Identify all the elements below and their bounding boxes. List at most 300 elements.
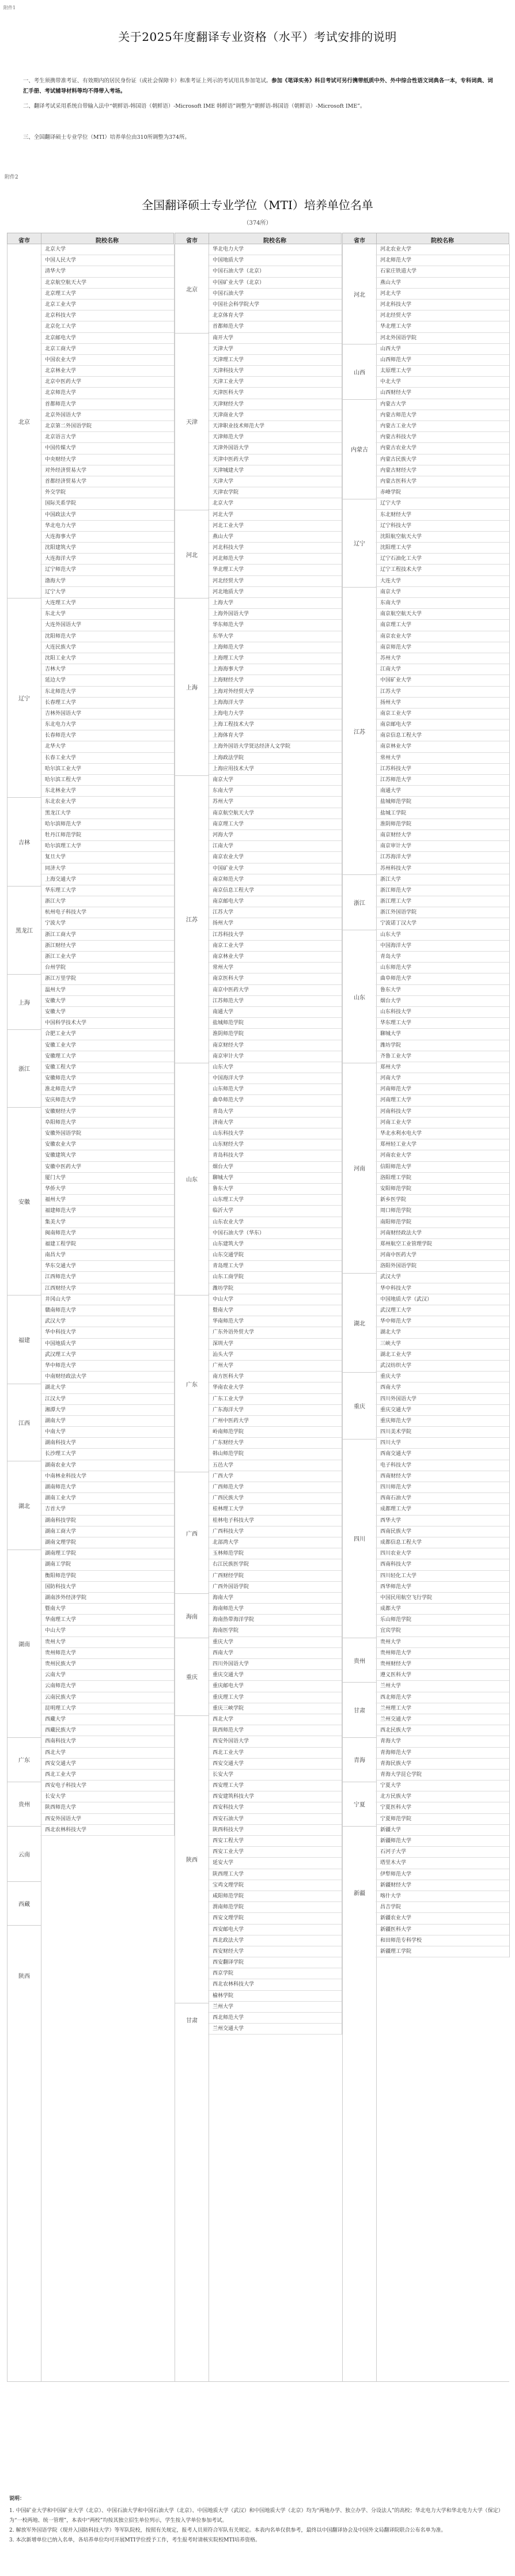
school-row: 河南工业大学 — [376, 1117, 509, 1128]
school-row: 安徽农业大学 — [40, 1139, 174, 1150]
province-header: 省市 — [18, 238, 30, 244]
school-row: 北京邮电大学 — [40, 333, 174, 344]
school-row: 新疆大学 — [376, 1825, 509, 1836]
school-row: 华南理工大学 — [40, 1615, 174, 1626]
school-row: 温州大学 — [40, 985, 174, 996]
province-label: 贵州 — [354, 1658, 365, 1665]
school-row: 广西外国语学院 — [208, 1582, 342, 1593]
school-row: 华南师范大学 — [208, 1316, 342, 1327]
school-row: 阜阳师范大学 — [40, 1117, 174, 1128]
column-header — [7, 233, 174, 244]
school-row: 沈阳航空航天大学 — [376, 532, 509, 543]
school-row: 陕西师范大学 — [208, 1725, 342, 1736]
school-row: 江苏大学 — [208, 907, 342, 918]
school-row: 成都大学 — [376, 1604, 509, 1615]
school-row: 四川轻化工大学 — [376, 1571, 509, 1582]
school-row: 湖南工学院 — [40, 1559, 174, 1570]
school-row: 北京航空航天大学 — [40, 278, 174, 289]
school-row: 渤海大学 — [40, 576, 174, 587]
school-row: 牡丹江师范学院 — [40, 830, 174, 841]
note-3: 3. 本次新增单位已纳入名单，各培养单位均可开展MTI学位授予工作，考生报考时请核实院校MTI培养资格。 — [9, 2537, 260, 2543]
school-row: 中国地质大学 — [208, 255, 342, 266]
school-row: 华北电力大学 — [208, 244, 342, 255]
school-row: 东北林业大学 — [40, 786, 174, 797]
province-label: 黑龙江 — [16, 928, 33, 935]
school-row: 安徽大学 — [40, 996, 174, 1007]
school-row: 重庆交通大学 — [376, 1405, 509, 1416]
school-row: 南京邮电大学 — [376, 719, 509, 730]
school-row: 陕西师范大学 — [40, 1802, 174, 1813]
school-header: 院校名称 — [96, 238, 119, 244]
school-row: 韩山师范学院 — [208, 1449, 342, 1460]
school-row: 衡阳师范学院 — [40, 1571, 174, 1582]
province-label: 湖南 — [18, 1641, 30, 1648]
school-row: 喀什大学 — [376, 1891, 509, 1902]
school-row: 西北农林科技大学 — [40, 1825, 174, 1836]
school-row: 南京工业大学 — [376, 709, 509, 719]
school-row: 鲁东大学 — [376, 985, 509, 996]
school-row: 长春师范大学 — [40, 730, 174, 741]
school-row: 华东交通大学 — [40, 1261, 174, 1272]
school-row: 西北大学 — [40, 1748, 174, 1759]
school-row: 北京大学 — [208, 498, 342, 509]
school-row: 北京师范大学 — [40, 388, 174, 399]
school-row: 东北财经大学 — [376, 510, 509, 521]
school-row: 南京中医药大学 — [208, 985, 342, 996]
school-row: 广西师范大学 — [208, 1482, 342, 1493]
school-row: 燕山大学 — [208, 532, 342, 543]
school-row: 鲁东大学 — [208, 1184, 342, 1195]
school-row: 沈阳建筑大学 — [40, 543, 174, 554]
school-row: 四川外国语大学 — [208, 1659, 342, 1670]
school-row: 北京工商大学 — [40, 344, 174, 355]
school-list — [208, 244, 342, 2035]
school-row: 河北地质大学 — [208, 587, 342, 598]
school-row: 上海外国语大学贤达经济人文学院 — [208, 741, 342, 752]
intro-paragraph-2: 二、翻译考试采用系统自带输入法中“朝鲜语-韩国语（朝鲜语）-Microsoft IME 韩鲜语”调整为“朝鲜语-韩国语（朝鲜语）-Microsoft IME”。 — [23, 103, 366, 109]
school-row: 西北师范大学 — [376, 1692, 509, 1703]
school-row: 河海大学 — [208, 830, 342, 841]
school-row: 东北大学 — [40, 609, 174, 620]
province-label: 河北 — [186, 552, 198, 559]
school-row: 东南大学 — [208, 786, 342, 797]
school-row: 复旦大学 — [40, 852, 174, 863]
school-row: 浙江理工大学 — [376, 896, 509, 907]
school-row: 南开大学 — [208, 333, 342, 344]
notes-section — [9, 2494, 505, 2545]
school-row: 北华大学 — [40, 741, 174, 752]
school-row: 东北师范大学 — [40, 687, 174, 698]
school-row: 江南大学 — [376, 664, 509, 675]
school-row: 广东海洋大学 — [208, 1405, 342, 1416]
school-row: 西南石油大学 — [376, 1493, 509, 1504]
school-row: 南京信息工程大学 — [376, 730, 509, 741]
province-label: 广西 — [186, 1531, 198, 1537]
school-row: 云南师范大学 — [40, 1681, 174, 1692]
school-row: 四川大学 — [376, 1438, 509, 1449]
school-row: 湖南师范大学 — [40, 1482, 174, 1493]
school-row: 华中科技大学 — [40, 1327, 174, 1338]
school-row: 辽宁师范大学 — [40, 565, 174, 575]
school-row: 宁夏大学 — [376, 1781, 509, 1791]
province-label: 浙江 — [18, 1066, 30, 1073]
school-row: 新疆理工学院 — [376, 1946, 509, 1957]
school-row: 沈阳工业大学 — [40, 653, 174, 664]
school-row: 山东农业大学 — [208, 1217, 342, 1228]
school-row: 三峡大学 — [376, 1339, 509, 1350]
school-row: 重庆邮电大学 — [208, 1681, 342, 1692]
school-row: 武汉纺织大学 — [376, 1361, 509, 1372]
province-label: 内蒙古 — [351, 447, 368, 454]
school-row: 遵义医科大学 — [376, 1670, 509, 1681]
school-row: 天津医科大学 — [208, 388, 342, 399]
school-row: 江西财经大学 — [40, 1283, 174, 1294]
school-row: 西安工程大学 — [208, 1836, 342, 1847]
intro-p1-bold: 参加《笔译实务》科目考试可另行携带纸质中外、外中综合性语文词典各一本，专科词典、词汇手册、考试辅导材料等均不得带入考场。 — [23, 78, 493, 94]
province-column — [342, 244, 377, 2381]
school-row: 福州大学 — [40, 1195, 174, 1206]
school-row: 福建工程学院 — [40, 1239, 174, 1250]
province-header: 省市 — [186, 238, 198, 244]
table-column-1 — [7, 233, 174, 2381]
school-row: 河北农业大学 — [376, 244, 509, 255]
school-row: 北京体育大学 — [208, 310, 342, 321]
school-row: 清华大学 — [40, 266, 174, 277]
school-row: 天津商业大学 — [208, 410, 342, 421]
school-row: 中国矿业大学 — [376, 675, 509, 686]
school-row: 延边大学 — [40, 675, 174, 686]
school-row: 河北经贸大学 — [208, 576, 342, 587]
school-row: 苏州大学 — [208, 797, 342, 808]
school-row: 烟台大学 — [208, 1162, 342, 1173]
school-row: 青海民族大学 — [376, 1759, 509, 1770]
school-row: 贵州师范大学 — [40, 1648, 174, 1659]
school-row: 浙江大学 — [376, 874, 509, 885]
school-row: 内蒙古民族大学 — [376, 454, 509, 465]
school-row: 山西财经大学 — [376, 388, 509, 399]
school-row: 海南师范大学 — [208, 1604, 342, 1615]
school-row: 天津外国语大学 — [208, 443, 342, 454]
school-row: 浙江万里学院 — [40, 973, 174, 984]
school-row: 中国矿业大学 — [208, 863, 342, 874]
school-row: 山东建筑大学 — [208, 1239, 342, 1250]
school-row: 南通大学 — [208, 1007, 342, 1018]
school-row: 安徽中医药大学 — [40, 1162, 174, 1173]
school-row: 盐城师范学院 — [376, 797, 509, 808]
school-row: 安徽建筑大学 — [40, 1150, 174, 1161]
school-row: 华北理工大学 — [376, 321, 509, 332]
province-label: 陕西 — [18, 1973, 30, 1980]
school-row: 重庆师范大学 — [376, 1416, 509, 1427]
school-row: 天津大学 — [208, 344, 342, 355]
province-column — [7, 244, 41, 2381]
school-row: 天津财经大学 — [208, 399, 342, 410]
school-row: 宁波诺丁汉大学 — [376, 918, 509, 929]
school-row: 中国石油大学（华东） — [208, 1228, 342, 1239]
school-row: 山东大学 — [376, 930, 509, 941]
school-row: 南通大学 — [376, 786, 509, 797]
school-list — [376, 244, 510, 1957]
school-row: 南京审计大学 — [376, 841, 509, 852]
school-row: 东北农业大学 — [40, 797, 174, 808]
school-row: 长沙理工大学 — [40, 1449, 174, 1460]
province-label: 吉林 — [18, 839, 30, 846]
school-row: 中国地质大学 — [40, 1339, 174, 1350]
mti-institution-table — [7, 233, 509, 2381]
school-row: 华北理工大学 — [208, 565, 342, 575]
school-header: 院校名称 — [263, 238, 286, 244]
province-label: 天津 — [186, 419, 198, 426]
school-row: 沈阳师范大学 — [40, 631, 174, 642]
school-row: 海南热带海洋学院 — [208, 1615, 342, 1626]
school-row: 中央财经大学 — [40, 454, 174, 465]
school-row: 聊城大学 — [208, 1173, 342, 1184]
school-row: 安徽理工大学 — [40, 1051, 174, 1062]
school-row: 华北电力大学 — [40, 521, 174, 532]
school-row: 北京化工大学 — [40, 321, 174, 332]
school-row: 武汉理工大学 — [40, 1350, 174, 1361]
school-row: 上海海事大学 — [208, 664, 342, 675]
school-row: 中国传媒大学 — [40, 443, 174, 454]
school-row: 曲阜师范大学 — [376, 973, 509, 984]
school-row: 苏州科技大学 — [376, 863, 509, 874]
school-row: 首都师范大学 — [40, 399, 174, 410]
school-row: 汕头大学 — [208, 1350, 342, 1361]
school-row: 塔里木大学 — [376, 1858, 509, 1869]
school-row: 西北政法大学 — [208, 1935, 342, 1946]
school-row: 西华大学 — [376, 1516, 509, 1526]
school-row: 上海应用技术大学 — [208, 764, 342, 775]
school-row: 周口师范学院 — [376, 1206, 509, 1217]
school-row: 新疆农业大学 — [376, 1913, 509, 1924]
school-row: 云南民族大学 — [40, 1692, 174, 1703]
province-label: 浙江 — [354, 900, 365, 907]
school-row: 西南科技大学 — [376, 1559, 509, 1570]
school-row: 洛阳理工学院 — [376, 1173, 509, 1184]
school-row: 山东财经大学 — [208, 1139, 342, 1150]
school-row: 伊犁师范大学 — [376, 1869, 509, 1880]
school-row: 南京农业大学 — [376, 631, 509, 642]
province-label: 湖北 — [18, 1503, 30, 1510]
school-row: 安徽师范大学 — [40, 1073, 174, 1084]
school-row: 山西师范大学 — [376, 355, 509, 366]
school-row: 江苏大学 — [376, 687, 509, 698]
school-row: 河北工业大学 — [208, 521, 342, 532]
school-row: 苏州大学 — [376, 653, 509, 664]
school-row: 天津农学院 — [208, 487, 342, 498]
school-row: 青岛大学 — [376, 952, 509, 963]
school-row: 大连大学 — [376, 576, 509, 587]
school-row: 武汉大学 — [376, 1272, 509, 1283]
school-row: 浙江工商大学 — [40, 930, 174, 941]
school-row: 广州中医药大学 — [208, 1416, 342, 1427]
school-row: 广西民族大学 — [208, 1493, 342, 1504]
list-count: （374所） — [243, 220, 272, 226]
school-row: 南京邮电大学 — [208, 896, 342, 907]
school-row: 江西师范大学 — [40, 1272, 174, 1283]
school-row: 西藏大学 — [40, 1714, 174, 1725]
school-row: 哈尔滨师范大学 — [40, 819, 174, 830]
school-row: 潍坊学院 — [208, 1283, 342, 1294]
school-row: 山东师范大学 — [208, 1084, 342, 1095]
school-row: 贵州大学 — [40, 1637, 174, 1648]
school-row: 河北大学 — [208, 510, 342, 521]
school-row: 江南大学 — [208, 841, 342, 852]
province-label: 海南 — [186, 1613, 198, 1620]
school-row: 集美大学 — [40, 1217, 174, 1228]
school-row: 重庆大学 — [208, 1637, 342, 1648]
school-row: 南京信息工程大学 — [208, 885, 342, 896]
school-row: 湖南科技大学 — [40, 1438, 174, 1449]
province-label: 新疆 — [354, 1890, 365, 1897]
province-label: 山西 — [354, 369, 365, 376]
school-row: 西安工业大学 — [208, 1847, 342, 1858]
school-row: 兰州大学 — [376, 1681, 509, 1692]
school-row: 淮北师范大学 — [40, 1084, 174, 1095]
school-row: 西藏民族大学 — [40, 1725, 174, 1736]
school-row: 暨南大学 — [208, 1305, 342, 1316]
school-row: 成都信息工程大学 — [376, 1537, 509, 1548]
school-row: 西南民族大学 — [376, 1526, 509, 1537]
column-header — [342, 233, 509, 244]
province-header: 省市 — [354, 238, 365, 244]
school-row: 信阳师范大学 — [376, 1162, 509, 1173]
school-row: 桂林电子科技大学 — [208, 1516, 342, 1526]
school-row: 中国海洋大学 — [208, 1073, 342, 1084]
school-row: 华南农业大学 — [208, 1382, 342, 1393]
province-label: 江苏 — [186, 917, 198, 924]
school-row: 厦门大学 — [40, 1173, 174, 1184]
school-row: 扬州大学 — [208, 918, 342, 929]
school-row: 宝鸡文理学院 — [208, 1880, 342, 1891]
school-row: 西安邮电大学 — [208, 1925, 342, 1935]
school-row: 东北电力大学 — [40, 719, 174, 730]
school-row: 中北大学 — [376, 377, 509, 388]
school-row: 同济大学 — [40, 863, 174, 874]
school-row: 安徽工程大学 — [40, 1062, 174, 1073]
school-row: 山东科技大学 — [376, 1007, 509, 1018]
school-row: 青海师范大学 — [376, 1748, 509, 1759]
school-row: 湖南理工学院 — [40, 1548, 174, 1559]
school-row: 潍坊学院 — [376, 1040, 509, 1051]
school-row: 中南大学 — [40, 1427, 174, 1438]
school-row: 贵州师范大学 — [376, 1648, 509, 1659]
school-row: 北京语言大学 — [40, 432, 174, 443]
intro-paragraph-3: 三、全国翻译硕士专业学位（MTI）培养单位由310所调整为374所。 — [23, 134, 190, 141]
school-row: 曲阜师范大学 — [208, 1095, 342, 1106]
school-row: 浙江工业大学 — [40, 952, 174, 963]
school-row: 湖南科技学院 — [40, 1516, 174, 1526]
school-row: 安徽大学 — [40, 1007, 174, 1018]
school-row: 新乡医学院 — [376, 1195, 509, 1206]
province-label: 陕西 — [186, 1857, 198, 1864]
school-row: 辽宁大学 — [40, 587, 174, 598]
province-label: 辽宁 — [18, 696, 30, 703]
school-row: 山西大学 — [376, 344, 509, 355]
school-row: 山东交通学院 — [208, 1250, 342, 1261]
school-row: 西安财经大学 — [208, 1946, 342, 1957]
school-row: 中国政法大学 — [40, 510, 174, 521]
school-header: 院校名称 — [431, 238, 454, 244]
school-row: 中国民用航空飞行学院 — [376, 1593, 509, 1604]
school-row: 南京审计大学 — [208, 1051, 342, 1062]
school-row: 河南大学 — [376, 1073, 509, 1084]
school-row: 西南科技大学 — [40, 1736, 174, 1747]
school-row: 华中科技大学 — [376, 1283, 509, 1294]
school-row: 淮阴师范学院 — [208, 1029, 342, 1040]
school-row: 长安大学 — [40, 1791, 174, 1802]
school-row: 南京大学 — [208, 775, 342, 786]
province-label: 广东 — [186, 1381, 198, 1388]
school-row: 西北工业大学 — [208, 1748, 342, 1759]
school-row: 对外经济贸易大学 — [40, 465, 174, 476]
school-row: 中国地质大学（武汉） — [376, 1294, 509, 1305]
school-row: 天津城建大学 — [208, 465, 342, 476]
province-label: 上海 — [18, 1000, 30, 1007]
school-row: 陕西理工大学 — [208, 1869, 342, 1880]
school-row: 广西财经学院 — [208, 1571, 342, 1582]
school-row: 玉林师范学院 — [208, 1548, 342, 1559]
province-column — [175, 244, 209, 2381]
school-row: 上海外国语大学 — [208, 609, 342, 620]
school-row: 赤峰学院 — [376, 487, 509, 498]
school-row: 西安科技大学 — [208, 1802, 342, 1813]
school-row: 中国石油大学 — [208, 289, 342, 300]
school-row: 南京理工大学 — [376, 620, 509, 631]
school-row: 郑州轻工业大学 — [376, 1139, 509, 1150]
school-row: 兰州交通大学 — [208, 2024, 342, 2035]
school-row: 内蒙古大学 — [376, 399, 509, 410]
school-row: 湖北大学 — [376, 1327, 509, 1338]
school-row: 新疆师范大学 — [376, 1836, 509, 1847]
school-row: 洛阳外国语学院 — [376, 1261, 509, 1272]
attachment-2-label: 附件2 — [5, 175, 18, 180]
school-row: 西南财经大学 — [376, 1471, 509, 1482]
school-row: 首都经济贸易大学 — [40, 476, 174, 487]
school-row: 南方医科大学 — [208, 1372, 342, 1382]
school-row: 新疆医科大学 — [376, 1925, 509, 1935]
school-row: 中山大学 — [208, 1294, 342, 1305]
school-row: 宁波大学 — [40, 918, 174, 929]
school-row: 四川美术学院 — [376, 1427, 509, 1438]
school-row: 陕西科技大学 — [208, 1825, 342, 1836]
table-column-2 — [175, 233, 342, 2381]
school-row: 内蒙古财经大学 — [376, 465, 509, 476]
school-row: 西南大学 — [376, 1382, 509, 1393]
school-row: 和田师范专科学校 — [376, 1935, 509, 1946]
school-row: 国防科技大学 — [40, 1582, 174, 1593]
province-label: 湖北 — [354, 1321, 365, 1327]
school-row: 辽宁石油化工大学 — [376, 554, 509, 565]
school-row: 大连外国语大学 — [40, 620, 174, 631]
school-row: 天津科技大学 — [208, 366, 342, 377]
school-row: 武汉理工大学 — [376, 1305, 509, 1316]
school-row: 福建师范大学 — [40, 1206, 174, 1217]
school-row: 北京理工大学 — [40, 289, 174, 300]
school-row: 黑龙江大学 — [40, 808, 174, 819]
school-row: 西北师范大学 — [208, 2013, 342, 2024]
school-row: 西安交通大学 — [208, 1759, 342, 1770]
school-row: 青海大学昆仑学院 — [376, 1770, 509, 1781]
note-1: 1. 中国矿业大学和中国矿业大学（北京）、中国石油大学和中国石油大学（北京）、中国地质大学（武汉）和中国地质大学（北京）均为“两地办学、独立办学、分设法人”的高校；华北电力大学和华北电力大学（保定）为“一校两地、统一管理”，本表中“两校”均按其独立招生单位列示，学生按入学单位参加考试。 — [9, 2508, 503, 2524]
school-row: 常州大学 — [376, 753, 509, 764]
school-row: 东华大学 — [208, 631, 342, 642]
school-row: 中国石油大学（北京） — [208, 266, 342, 277]
school-row: 湖北工业大学 — [376, 1350, 509, 1361]
province-label: 上海 — [186, 685, 198, 691]
school-row: 江苏科技大学 — [376, 764, 509, 775]
school-row: 海南大学 — [208, 1593, 342, 1604]
